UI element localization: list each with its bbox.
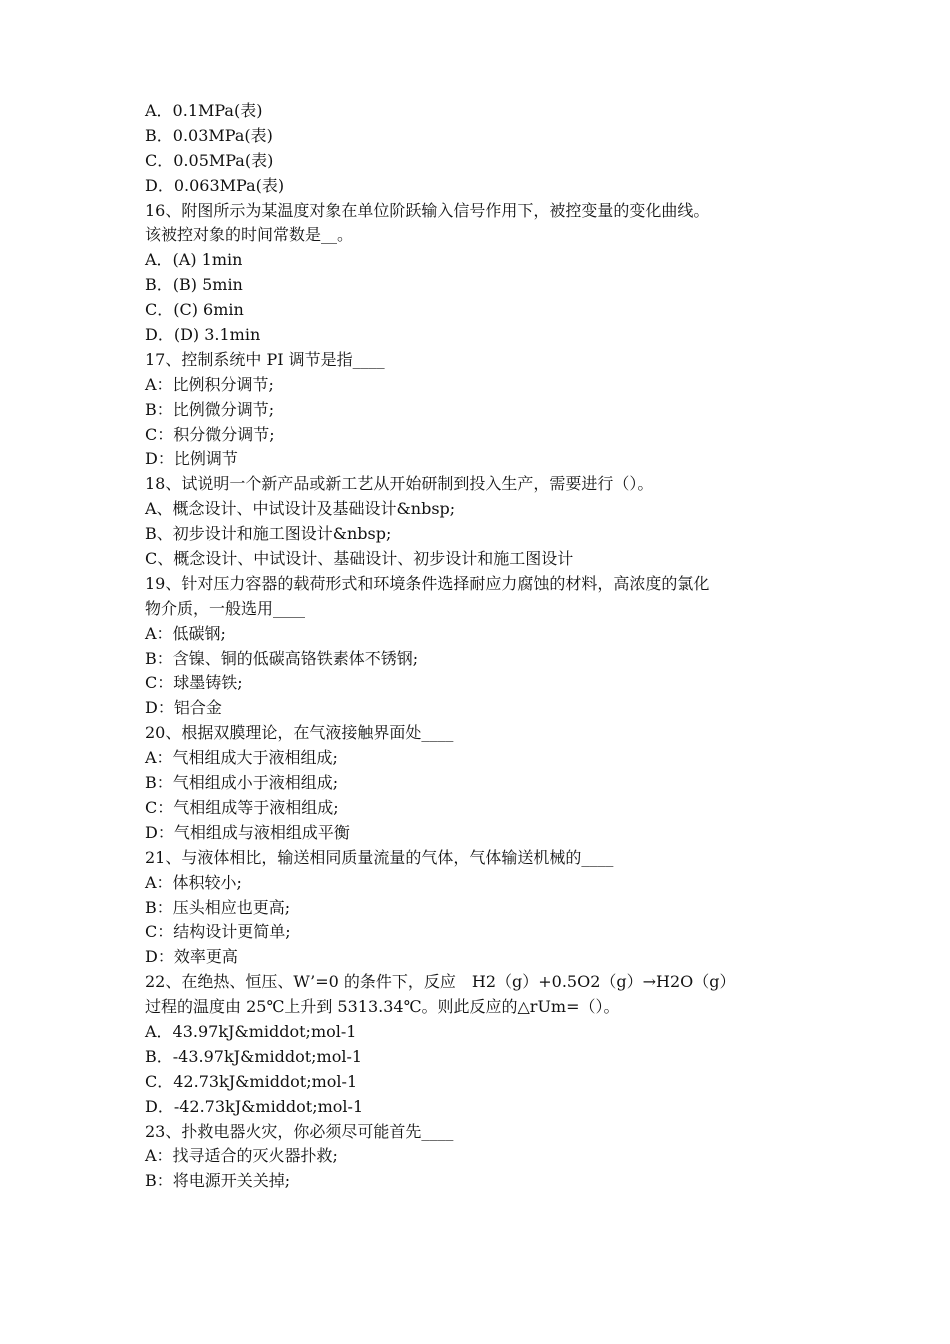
question-16-text: 16、附图所示为某温度对象在单位阶跃输入信号作用下，被控变量的变化曲线。 bbox=[145, 200, 710, 220]
option-line: B．0.03MPa(表) bbox=[145, 125, 273, 145]
option-line: D：效率更高 bbox=[145, 947, 238, 967]
option-line: B．-43.97kJ&middot;mol-1 bbox=[145, 1046, 363, 1066]
option-line: C：气相组成等于液相组成; bbox=[145, 797, 339, 817]
option-line: A、概念设计、中试设计及基础设计&nbsp; bbox=[145, 499, 456, 519]
option-line: C．0.05MPa(表) bbox=[145, 150, 274, 170]
option-line: A：气相组成大于液相组成; bbox=[145, 748, 338, 768]
option-line: A．43.97kJ&middot;mol-1 bbox=[145, 1021, 357, 1041]
option-line: D：铝合金 bbox=[145, 698, 222, 718]
question-23-text: 23、扑救电器火灾，你必须尽可能首先____ bbox=[145, 1121, 454, 1141]
option-line: B：压头相应也更高; bbox=[145, 897, 291, 917]
option-line: C：球墨铸铁; bbox=[145, 673, 243, 693]
option-line: B、初步设计和施工图设计&nbsp; bbox=[145, 524, 392, 544]
question-16-text-cont: 该被控对象的时间常数是__。 bbox=[145, 225, 354, 245]
option-line: A：体积较小; bbox=[145, 872, 242, 892]
option-line: D：气相组成与液相组成平衡 bbox=[145, 822, 350, 842]
option-line: B：比例微分调节; bbox=[145, 399, 275, 419]
option-line: A．0.1MPa(表) bbox=[145, 101, 263, 120]
question-22-text-cont: 过程的温度由 25℃上升到 5313.34℃。则此反应的△rUm=（）。 bbox=[145, 997, 620, 1017]
option-line: D．(D) 3.1min bbox=[145, 325, 261, 345]
question-21-text: 21、与液体相比，输送相同质量流量的气体，气体输送机械的____ bbox=[145, 847, 614, 867]
option-line: B：将电源开关关掉; bbox=[145, 1171, 291, 1191]
option-line: B：含镍、铜的低碳高铬铁素体不锈钢; bbox=[145, 648, 419, 668]
option-line: A：找寻适合的灭火器扑救; bbox=[145, 1146, 338, 1166]
option-line: B：气相组成小于液相组成; bbox=[145, 773, 339, 793]
option-line: A．(A) 1min bbox=[145, 250, 243, 270]
option-line: C：积分微分调节; bbox=[145, 424, 275, 444]
option-line: A：比例积分调节; bbox=[145, 374, 274, 394]
question-19-text: 19、针对压力容器的载荷形式和环境条件选择耐应力腐蚀的材料，高浓度的氯化 bbox=[145, 573, 710, 593]
question-20-text: 20、根据双膜理论，在气液接触界面处____ bbox=[145, 723, 454, 743]
option-line: D．0.063MPa(表) bbox=[145, 175, 285, 195]
option-line: D．-42.73kJ&middot;mol-1 bbox=[145, 1096, 364, 1116]
question-17-text: 17、控制系统中 PI 调节是指____ bbox=[145, 349, 385, 369]
option-line: D：比例调节 bbox=[145, 449, 238, 469]
option-line: A：低碳钢; bbox=[145, 623, 226, 643]
document-body bbox=[145, 99, 825, 1194]
option-line: C．(C) 6min bbox=[145, 300, 244, 320]
question-19-text-cont: 物介质，一般选用____ bbox=[145, 598, 306, 618]
option-line: C：结构设计更简单; bbox=[145, 922, 291, 942]
option-line: C．42.73kJ&middot;mol-1 bbox=[145, 1071, 358, 1091]
option-line: B．(B) 5min bbox=[145, 275, 243, 295]
option-line: C、概念设计、中试设计、基础设计、初步设计和施工图设计 bbox=[145, 549, 574, 569]
question-22-text: 22、在绝热、恒压、W’=0 的条件下，反应 H2（g）+0.5O2（g）→H2O（g） bbox=[145, 972, 736, 992]
question-18-text: 18、试说明一个新产品或新工艺从开始研制到投入生产，需要进行（）。 bbox=[145, 474, 654, 494]
